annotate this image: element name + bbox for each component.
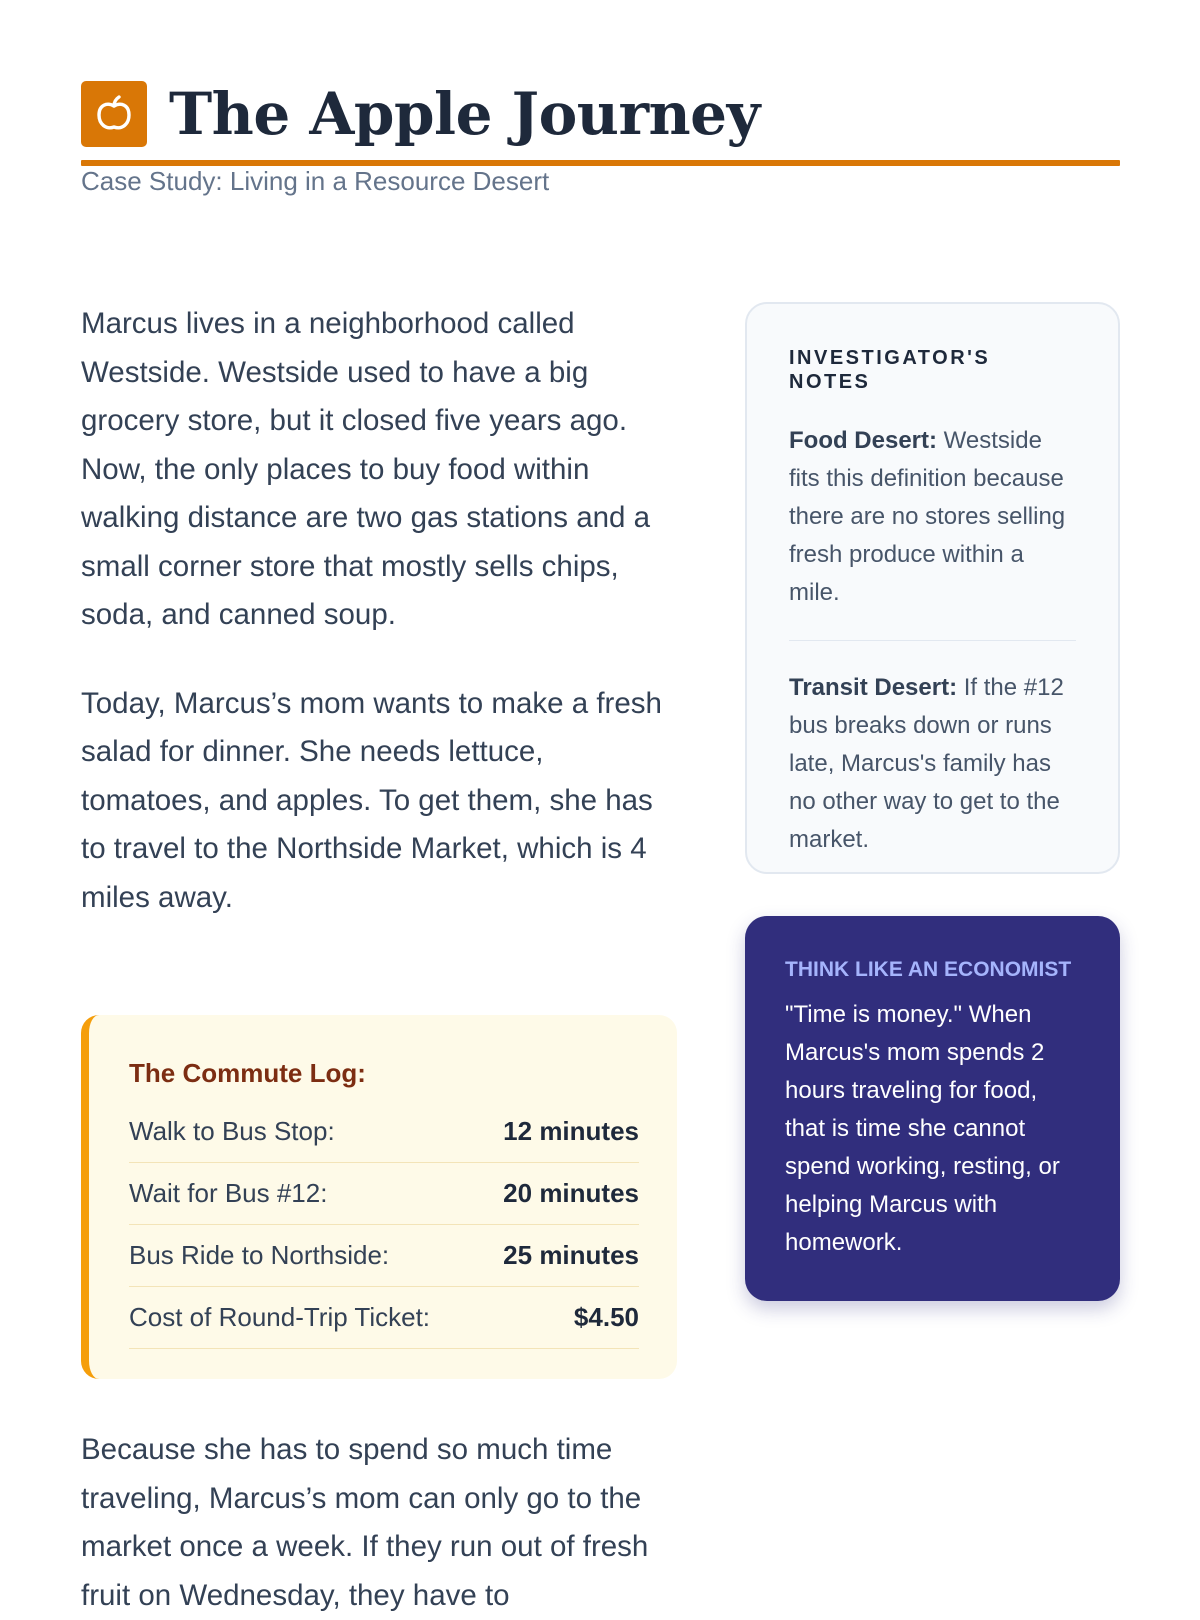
economist-text: "Time is money." When Marcus's mom spends 2 hours traveling for food, that is time she cannot spend working, resting, or helping Marcus with homework. [785, 1001, 1060, 1256]
story-paragraph: Marcus lives in a neighborhood called Westside. Westside used to have a big grocery store, but it closed five years ago. Now, the only places to buy food within walking distance are two gas stations and a small corner store that mostly sells chips, soda, and canned soup. [81, 307, 651, 631]
note-food-desert [789, 422, 1076, 612]
commute-log [81, 1015, 677, 1379]
header [81, 80, 1120, 196]
commute-log-row [129, 1101, 639, 1163]
note-text: Westside fits this definition because there are no stores selling fresh produce within a mile. [789, 427, 1066, 606]
commute-log-label: Wait for Bus #12: [129, 1178, 328, 1208]
story-paragraph: Because she has to spend so much time traveling, Marcus’s mom can only go to the market once a week. If they run out of fresh fruit on Wednesday, they have to [81, 1433, 649, 1612]
note-transit-desert [789, 669, 1076, 859]
note-term: Transit Desert: [789, 674, 958, 701]
note-text: If the #12 bus breaks down or runs late, Marcus's family has no other way to get to the market. [789, 674, 1064, 853]
commute-log-row [129, 1163, 639, 1225]
note-term: Food Desert: [789, 427, 938, 454]
commute-log-value: $4.50 [573, 1302, 639, 1332]
title-row [81, 80, 1120, 148]
commute-log-row [129, 1287, 639, 1349]
commute-log-label: Cost of Round-Trip Ticket: [129, 1302, 431, 1332]
story-continued [81, 1426, 681, 1620]
commute-log-value: 20 minutes [503, 1178, 639, 1208]
economist-callout [745, 916, 1120, 1301]
notes-divider [789, 640, 1076, 641]
page [81, 0, 1120, 1612]
commute-log-label: Bus Ride to Northside: [129, 1240, 390, 1270]
commute-log-value: 12 minutes [503, 1116, 639, 1146]
story-paragraph: Today, Marcus’s mom wants to make a fresh salad for dinner. She needs lettuce, tomatoes, and apples. To get them, she has to travel to the Northside Market, which is 4 miles away. [81, 686, 662, 914]
page-subtitle: Case Study: Living in a Resource Desert [81, 166, 550, 196]
commute-log-value: 25 minutes [503, 1240, 639, 1270]
notes-title: INVESTIGATOR'S NOTES [789, 347, 991, 393]
commute-log-title: The Commute Log: [129, 1058, 366, 1088]
apple-icon [81, 81, 147, 147]
story-column [81, 300, 681, 922]
commute-log-label: Walk to Bus Stop: [129, 1116, 335, 1146]
investigator-notes [745, 302, 1120, 874]
economist-title: THINK LIKE AN ECONOMIST [785, 958, 1072, 981]
page-title: The Apple Journey [169, 80, 760, 148]
header-divider [81, 160, 1120, 166]
commute-log-row [129, 1225, 639, 1287]
